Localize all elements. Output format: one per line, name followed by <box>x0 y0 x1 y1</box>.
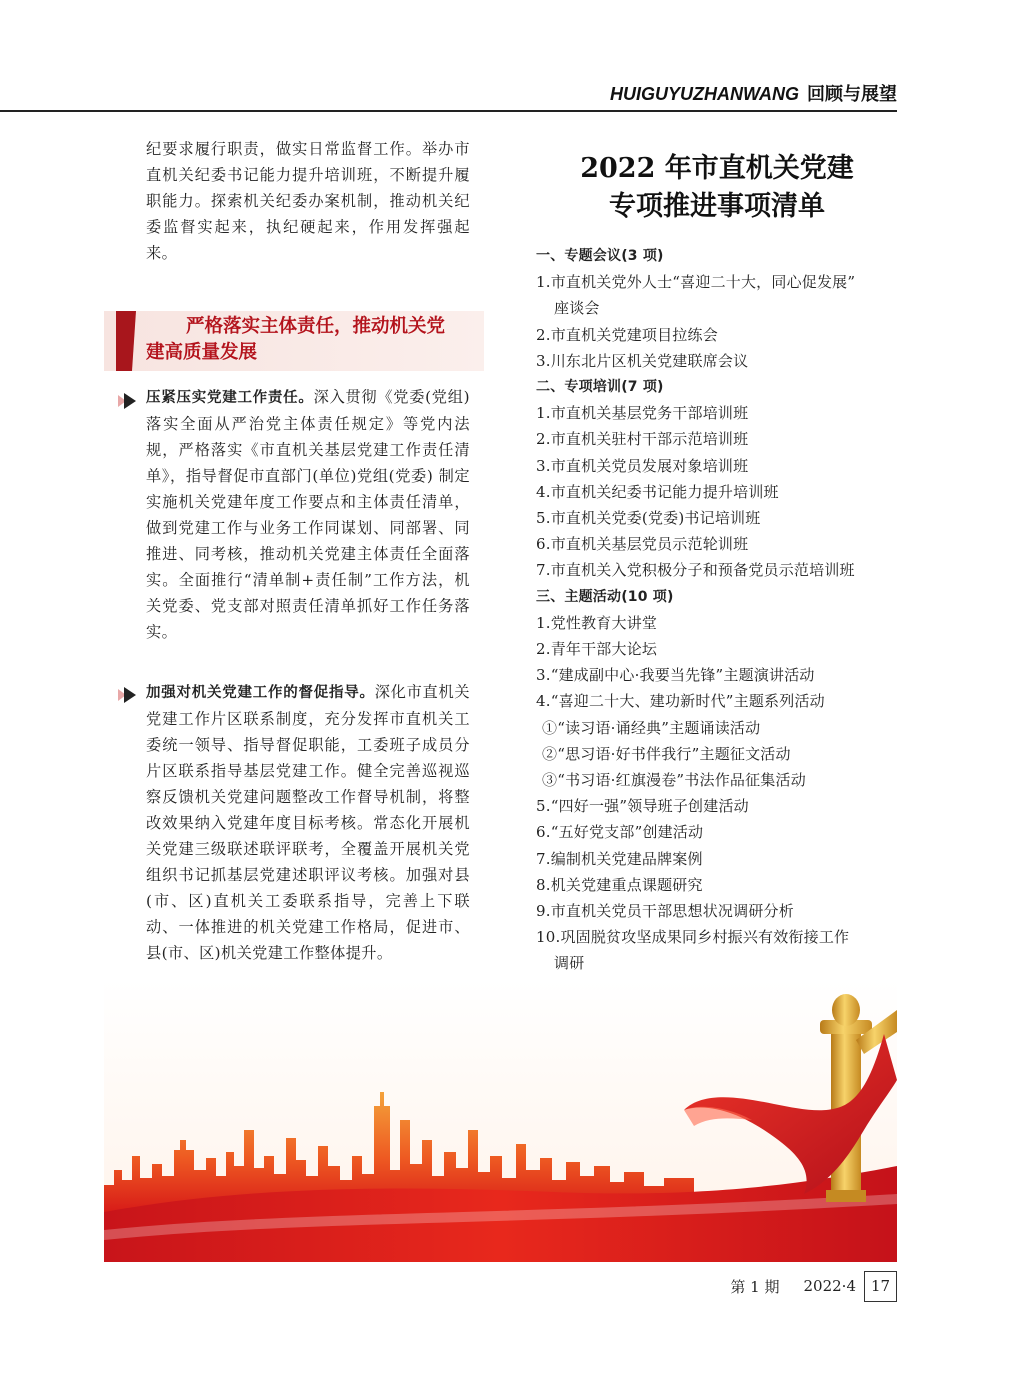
list-item: 5.“四好一强”领导班子创建活动 <box>536 797 749 816</box>
paragraph-2-lead: 加强对机关党建工作的督促指导。 <box>146 685 375 701</box>
page-number: 17 <box>864 1271 897 1302</box>
list-item: 9.市直机关党员干部思想状况调研分析 <box>536 902 794 921</box>
header-cn: 回顾与展望 <box>807 84 897 105</box>
arrow-bullet-icon <box>118 392 140 410</box>
list-item: 8.机关党建重点课题研究 <box>536 875 703 894</box>
list-item: 2.市直机关驻村干部示范培训班 <box>536 430 749 449</box>
section-title-line1: 严格落实主体责任，推动机关党 <box>186 316 446 337</box>
section-title <box>146 314 472 366</box>
arrow-bullet-icon <box>118 686 140 704</box>
list-item: 10.巩固脱贫攻坚成果同乡村振兴有效衔接工作 <box>536 928 850 947</box>
section-title-line2: 建高质量发展 <box>146 342 258 363</box>
paragraph-1-lead: 压紧压实党建工作责任。 <box>146 390 314 406</box>
header-rule <box>0 110 897 112</box>
running-header <box>610 80 897 106</box>
list-item: 7.编制机关党建品牌案例 <box>536 849 703 868</box>
footer-issue: 第 1 期 <box>730 1277 780 1296</box>
list-title-line1: 2022 年市直机关党建 <box>580 153 854 184</box>
paragraph-2 <box>146 679 470 966</box>
list-title <box>536 150 898 226</box>
section-heading <box>104 311 484 371</box>
top-paragraph: 纪要求履行职责，做实日常监督工作。举办市直机关纪委书记能力提升培训班，不断提升履职能力。探索机关纪委办案机制，推动机关纪委监督实起来，执纪硬起来，作用发挥强起来。 <box>146 140 470 262</box>
list-item: ③“书习语·红旗漫卷”书法作品征集活动 <box>542 771 806 790</box>
list-item: ①“读习语·诵经典”主题诵读活动 <box>542 718 761 737</box>
paragraph-1 <box>146 384 470 645</box>
footer-date: 2022·4 <box>803 1277 856 1295</box>
paragraph-2-body: 深化市直机关党建工作片区联系制度，充分发挥市直机关工委统一领导、指导督促职能，工委班子成员分片区联系指导基层党建工作。健全完善巡视巡察反馈机关党建问题整改工作督导机制，将整改效果纳入党建年度目标考核。常态化开展机关党建三级联述联评联考，全覆盖开展机关党组织书记抓基层党建述职评议考核。加强对县(市、区)直机关工委联系指导，完善上下联动、一体推进的机关党建工作格局，促进市、县(市、区)机关党建工作整体提升。 <box>146 683 471 962</box>
list-section-heading: 二、专项培训(7 项) <box>536 379 664 396</box>
list-section-heading: 三、主题活动(10 项) <box>536 588 674 605</box>
list-item: 1.市直机关党外人士“喜迎二十大，同心促发展” <box>536 273 856 292</box>
cityscape-banner-illustration <box>104 980 897 1262</box>
list-item: 3.“建成副中心·我要当先锋”主题演讲活动 <box>536 666 815 685</box>
list-item: 2.青年干部大论坛 <box>536 640 658 659</box>
list-item: ②“思习语·好书伴我行”主题征文活动 <box>542 744 791 763</box>
list-section-heading: 一、专题会议(3 项) <box>536 248 664 264</box>
list-item: 5.市直机关党委(党委)书记培训班 <box>536 509 761 528</box>
list-title-line2: 专项推进事项清单 <box>609 191 825 222</box>
project-list <box>536 243 900 977</box>
list-item: 1.市直机关基层党务干部培训班 <box>536 404 749 423</box>
section-bar-decoration <box>116 311 136 371</box>
header-latin: HUIGUYUZHANWANG <box>610 84 799 104</box>
list-item: 6.“五好党支部”创建活动 <box>536 823 704 842</box>
list-item: 6.市直机关基层党员示范轮训班 <box>536 535 749 554</box>
list-item: 调研 <box>554 954 585 973</box>
list-item: 2.市直机关党建项目拉练会 <box>536 325 718 344</box>
list-item: 7.市直机关入党积极分子和预备党员示范培训班 <box>536 561 855 580</box>
list-item: 1.党性教育大讲堂 <box>536 613 658 632</box>
list-item: 3.市直机关党员发展对象培训班 <box>536 456 749 475</box>
list-item: 4.“喜迎二十大、建功新时代”主题系列活动 <box>536 692 825 711</box>
list-item: 3.川东北片区机关党建联席会议 <box>536 351 749 370</box>
page-footer <box>730 1271 897 1301</box>
list-item: 座谈会 <box>554 299 600 318</box>
paragraph-1-body: 深入贯彻《党委(党组)落实全面从严治党主体责任规定》等党内法规，严格落实《市直机关基层党建工作责任清单》，指导督促市直部门(单位)党组(党委) 制定实施机关党建年度工作要点和主体责任清单，做到党建工作与业务工作同谋划、同部署、同推进、同考核，推动机关党建主体责任全面落实。全面推行“清单制+责任制”工作方法，机关党委、党支部对照责任清单抓好工作任务落实。 <box>146 388 470 641</box>
list-item: 4.市直机关纪委书记能力提升培训班 <box>536 482 779 501</box>
